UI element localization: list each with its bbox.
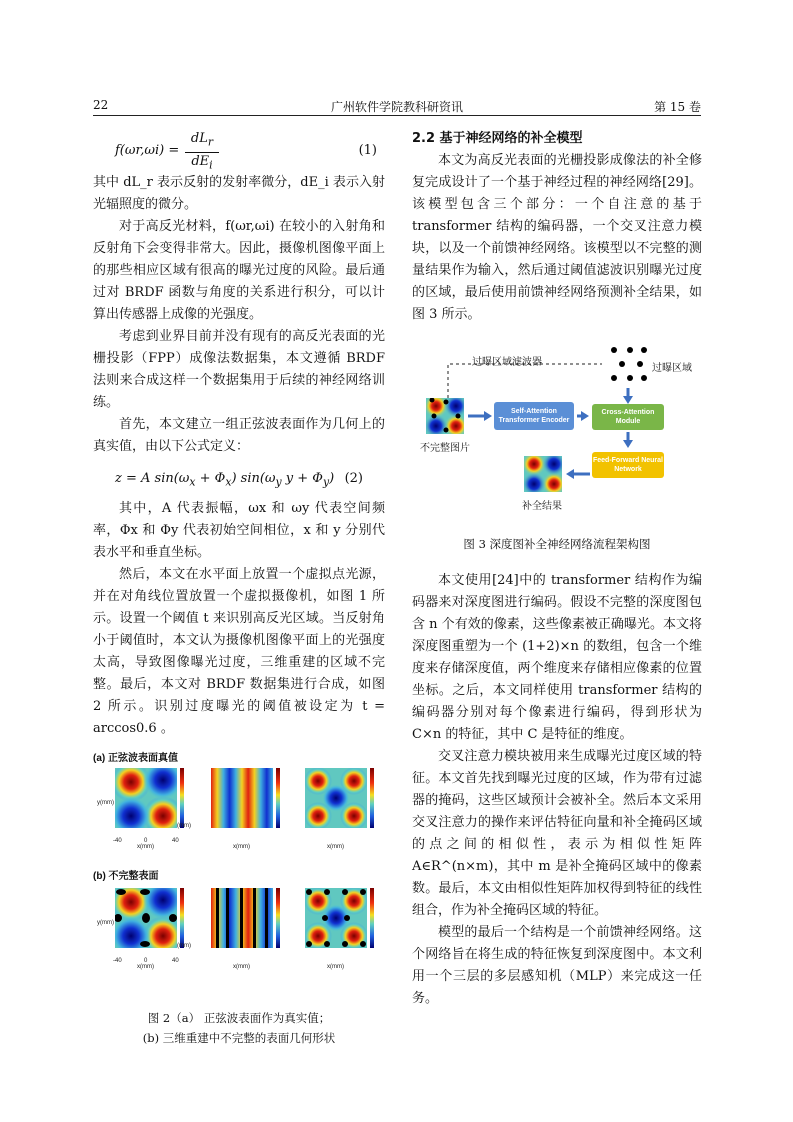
figure-2-xlabel-b3: x(mm): [327, 964, 344, 970]
equation-2-number: (2): [344, 471, 363, 486]
figure-2-unit-b: (mm): [177, 943, 191, 949]
equation-1-fraction: $dL_r$ $dE_i$: [185, 130, 219, 174]
page-header: [93, 96, 701, 116]
left-column: [93, 128, 385, 1048]
volume-label: 第 15 卷: [654, 100, 701, 114]
encoder-box: Self-Attention Transformer Encoder: [494, 402, 574, 430]
figure-2-tick-x-max-a: 40: [172, 838, 179, 844]
paragraph-transformer: 本文使用[24]中的 transformer 结构作为编码器来对深度图进行编码。假设不完整的深度图包含 n 个有效的像素，这些像素被正确曝光。本文将深度图重塑为一个 (1+2)×n 的数组，包含一个维度来存储深度值，两个维度来存储相应像素的位置坐标。之后，本文同样使用 transformer 结构的编码器分别对每个像素进行编码，得到形状为 C×n 的特征，其中 C 是特征的维度。: [412, 573, 702, 742]
right-column: [412, 128, 702, 1010]
paragraph-params: 其中，A 代表振幅，ωx 和 ωy 代表空间频率，Φx 和 Φy 代表初始空间相位，x 和 y 分别代表水平和垂直坐标。: [93, 501, 385, 560]
section-title: 2.2 基于神经网络的补全模型: [412, 131, 583, 146]
journal-title: 广州软件学院教科研资讯: [330, 100, 463, 114]
figure-2-ylabel-b: y(mm): [97, 920, 114, 926]
figure-2-xlabel-b2: x(mm): [233, 964, 250, 970]
figure-2-xlabel-a1: x(mm): [137, 844, 154, 850]
paragraph-dataset: 考虑到业界目前并没有现有的高反光表面的光栅投影（FPP）成像法数据集，本文遵循 BRDF 法则来合成这样一个数据集用于后续的神经网络训练。: [93, 329, 385, 410]
figure-2-tick-x-mid-b: 0: [144, 958, 148, 964]
figure-2-caption-line-1: 图 2（a） 正弦波表面作为真实值；: [147, 1011, 331, 1025]
cross-attention-box: Cross-Attention Module: [592, 404, 664, 430]
equation-1-number: (1): [358, 143, 377, 158]
figure-2-ylabel-a: y(mm): [97, 800, 114, 806]
equation-2: [93, 458, 385, 498]
figure-2-unit-a: (mm): [177, 823, 191, 829]
figure-3-label-overexposed: 过曝区域: [652, 363, 692, 374]
equation-1-lhs: f(ωr,ωi) =: [115, 143, 180, 158]
figure-2-caption-line-2: (b) 三维重建中不完整的表面几何形状: [142, 1031, 336, 1045]
page-number: 22: [93, 98, 109, 112]
equation-1: [93, 128, 385, 172]
paragraph-material: 对于高反光材料，f(ωr,ωi) 在较小的入射角和反射角下会变得非常大。因此，摄像机图像平面上的那些相应区域有很高的曝光过度的风险。最后通过对 BRDF 函数与角度的关系进行积分，可以计算出传感器上成像的光强度。: [93, 219, 385, 322]
paragraph-first: 首先，本文建立一组正弦波表面作为几何上的真实值，由以下公式定义：: [93, 417, 385, 454]
figure-2-label-b: (b) 不完整表面: [93, 871, 159, 882]
feed-forward-box: Feed-Forward Neural Network: [592, 452, 664, 478]
figure-2-tick-x-mid-a: 0: [144, 838, 148, 844]
figure-3-label-result: 补全结果: [522, 501, 562, 512]
figure-2-xlabel-a2: x(mm): [233, 844, 250, 850]
paragraph-feed-forward: 模型的最后一个结构是一个前馈神经网络。这个网络旨在将生成的特征恢复到深度图中。本文利用一个三层的多层感知机（MLP）来完成这一任务。: [412, 925, 702, 1006]
figure-2-tick-x-min-b: -40: [113, 958, 122, 964]
figure-2-tick-x-max-b: 40: [172, 958, 179, 964]
paragraph-cross-attention: 交叉注意力模块被用来生成曝光过度区域的特征。本文首先找到曝光过度的区域，作为带有过滤器的掩码，这些区域预计会被补全。然后本文采用交叉注意力的操作来评估特征向量和补全掩码区域的点之间的相似性，表示为相似性矩阵 A∈R^(n×m)，其中 m 是补全掩码区域中的像素数。最后，本文由相似性矩阵加权得到特征的线性组合，作为补全掩码区域的特征。: [412, 749, 702, 918]
figure-3-label-filter: 过曝区域滤波器: [472, 357, 542, 368]
figure-2-tick-x-min-a: -40: [113, 838, 122, 844]
figure-3-label-incomplete: 不完整图片: [420, 443, 470, 454]
paragraph-then: 然后，本文在水平面上放置一个虚拟点光源，并在对角线位置放置一个虚拟摄像机，如图 1 所示。设置一个阈值 t 来识别高反光区域。当反射角小于阈值时，本文认为摄像机图像平面上的光强度太高，导致图像曝光过度，三维重建的区域不完整。最后，本文对 BRDF 数据集进行合成，如图 2 所示。识别过度曝光的阈值被设定为 t = arccos0.6 。: [93, 567, 385, 736]
equation-2-body: z = A $\sin(\omega_x + \Phi_x)$ $\sin(\omega_y$ $y + \Phi_y$): [115, 471, 335, 489]
figure-3: [412, 340, 702, 530]
figure-2-xlabel-a3: x(mm): [327, 844, 344, 850]
figure-2: [93, 746, 385, 1008]
figure-2-xlabel-b1: x(mm): [137, 964, 154, 970]
figure-3-caption: 图 3 深度图补全神经网络流程架构图: [463, 537, 651, 551]
figure-2-label-a: (a) 正弦波表面真值: [93, 753, 178, 764]
paragraph-model: 本文为高反光表面的光栅投影成像法的补全修复完成设计了一个基于神经过程的神经网络[29]。该模型包含三个部分：一个自注意的基于 transformer 结构的编码器，一个交叉注意力模块，以及一个前馈神经网络。该模型以不完整的测量结果作为输入，然后通过阈值滤波识别曝光过度的区域，最后使用前馈神经网络预测补全结果，如图 3 所示。: [412, 153, 702, 322]
paragraph-eq1-definition: 其中 dL_r 表示反射的发射率微分，dE_i 表示入射光辐照度的微分。: [93, 175, 385, 212]
